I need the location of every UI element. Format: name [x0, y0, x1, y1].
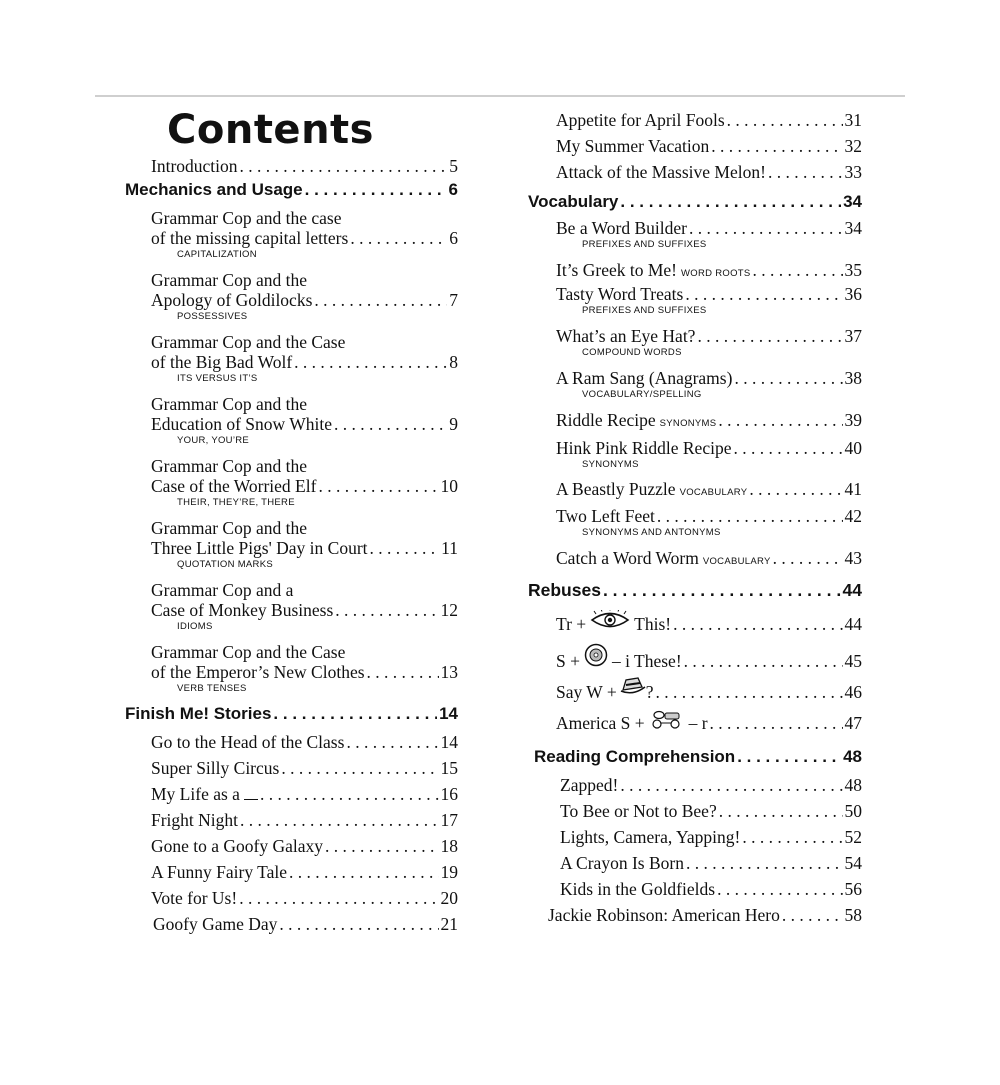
toc-entry-rebus-3[interactable]: Say W + ? . . . 46: [556, 676, 862, 709]
eye-icon: [590, 610, 630, 635]
topic-tag: QUOTATION MARKS: [177, 559, 273, 570]
topic-tag: PREFIXES AND SUFFIXES: [582, 239, 707, 250]
topic-tag: PREFIXES AND SUFFIXES: [582, 305, 707, 316]
toc-entry-my-life-as-a[interactable]: My Life as a . . . 16: [151, 784, 458, 810]
toc-entry-snow-white[interactable]: Grammar Cop and the Education of Snow White . . . 9 YOUR, YOU’RE: [125, 394, 458, 456]
topic-tag: ITS VERSUS IT’S: [177, 373, 258, 384]
toc-entry-rebus-4[interactable]: America S + – r . . . 47: [556, 709, 862, 747]
top-divider: [95, 95, 905, 97]
section-heading-finish-me-stories[interactable]: Finish Me! Stories . . . 14: [125, 704, 458, 732]
toc-entry-beastly-puzzle[interactable]: A Beastly Puzzle VOCABULARY . . . 41: [556, 479, 862, 506]
section-heading-mechanics[interactable]: Mechanics and Usage . . . 6: [125, 180, 458, 207]
page-title: Contents: [167, 107, 374, 153]
wagon-icon: [649, 709, 685, 734]
topic-tag: VOCABULARY: [702, 556, 771, 567]
toc-entry-eye-hat[interactable]: What’s an Eye Hat? . . . 37 COMPOUND WORDS: [528, 326, 862, 368]
toc-entry-head-of-class[interactable]: Go to the Head of the Class . . . 14: [151, 732, 458, 758]
toc-entry-big-bad-wolf[interactable]: Grammar Cop and the Case of the Big Bad Wolf . . . 8 ITS VERSUS IT’S: [125, 332, 458, 394]
toc-entry-ram-sang[interactable]: A Ram Sang (Anagrams) . . . 38 VOCABULARY/SPELLING: [528, 368, 862, 410]
topic-tag: SYNONYMS AND ANTONYMS: [582, 527, 721, 538]
topic-tag: VOCABULARY/SPELLING: [582, 389, 702, 400]
toc-entry-goofy-galaxy[interactable]: Gone to a Goofy Galaxy . . . 18: [151, 836, 458, 862]
toc-entry-introduction[interactable]: Introduction . . . 5: [151, 156, 458, 180]
toc-entry-hink-pink[interactable]: Hink Pink Riddle Recipe . . . 40 SYNONYMS: [528, 438, 862, 479]
toc-entry-vote-for-us[interactable]: Vote for Us! . . . 20: [151, 888, 458, 914]
toc-left-column: [125, 98, 458, 940]
toc-entry-emperors-new-clothes[interactable]: Grammar Cop and the Case of the Emperor’s New Clothes . . . 13 VERB TENSES: [125, 642, 458, 704]
disc-icon: [584, 643, 608, 672]
topic-tag: THEIR, THEY’RE, THERE: [177, 497, 295, 508]
toc-entry-jackie-robinson[interactable]: Jackie Robinson: American Hero . . . 58: [548, 905, 862, 931]
toc-entry-riddle-recipe[interactable]: Riddle Recipe SYNONYMS . . . 39: [556, 410, 862, 438]
toc-entry-massive-melon[interactable]: Attack of the Massive Melon! . . . 33: [556, 162, 862, 192]
topic-tag: WORD ROOTS: [681, 268, 751, 279]
toc-entry-rebus-1[interactable]: Tr + This! . . . 44: [556, 610, 862, 643]
toc-entry-monkey-business[interactable]: Grammar Cop and a Case of Monkey Business . . . 12 IDIOMS: [125, 580, 458, 642]
section-heading-reading-comprehension[interactable]: Reading Comprehension . . . 48: [534, 747, 862, 775]
toc-entry-goldfields[interactable]: Kids in the Goldfields . . . 56: [560, 879, 862, 905]
toc-entry-fright-night[interactable]: Fright Night . . . 17: [151, 810, 458, 836]
topic-tag: IDIOMS: [177, 621, 213, 632]
topic-tag: POSSESSIVES: [177, 311, 248, 322]
toc-entry-summer-vacation[interactable]: My Summer Vacation . . . 32: [556, 136, 862, 162]
fill-in-blank: [244, 799, 258, 800]
toc-entry-lights-camera[interactable]: Lights, Camera, Yapping! . . . 52: [560, 827, 862, 853]
topic-tag: COMPOUND WORDS: [582, 347, 682, 358]
toc-entry-tasty-word-treats[interactable]: Tasty Word Treats . . . 36 PREFIXES AND SUFFIXES: [528, 284, 862, 326]
toc-right-column: [528, 110, 862, 931]
toc-entry-capital-letters[interactable]: Grammar Cop and the case of the missing capital letters . . . 6 CAPITALIZATION: [125, 207, 458, 270]
topic-tag: VERB TENSES: [177, 683, 247, 694]
toc-entry-silly-circus[interactable]: Super Silly Circus . . . 15: [151, 758, 458, 784]
toc-entry-two-left-feet[interactable]: Two Left Feet . . . 42 SYNONYMS AND ANTONYMS: [528, 506, 862, 548]
toc-entry-funny-fairy-tale[interactable]: A Funny Fairy Tale . . . 19: [151, 862, 458, 888]
topic-tag: SYNONYMS: [582, 459, 639, 470]
hat-icon: [620, 676, 646, 703]
topic-tag: CAPITALIZATION: [177, 249, 257, 260]
toc-entry-april-fools[interactable]: Appetite for April Fools . . . 31: [556, 110, 862, 136]
toc-entry-goldilocks[interactable]: Grammar Cop and the Apology of Goldilocks . . . 7 POSSESSIVES: [125, 270, 458, 332]
toc-entry-zapped[interactable]: Zapped! . . . 48: [560, 775, 862, 801]
topic-tag: VOCABULARY: [679, 487, 748, 498]
toc-entry-to-bee[interactable]: To Bee or Not to Bee? . . . 50: [560, 801, 862, 827]
toc-entry-word-worm[interactable]: Catch a Word Worm VOCABULARY . . . 43: [556, 548, 862, 580]
toc-entry-three-little-pigs[interactable]: Grammar Cop and the Three Little Pigs' Day in Court . . . 11 QUOTATION MARKS: [125, 518, 458, 580]
section-heading-vocabulary[interactable]: Vocabulary . . . 34: [528, 192, 862, 218]
topic-tag: YOUR, YOU’RE: [177, 435, 250, 446]
topic-tag: SYNONYMS: [659, 418, 717, 429]
toc-entry-worried-elf[interactable]: Grammar Cop and the Case of the Worried Elf . . . 10 THEIR, THEY’RE, THERE: [125, 456, 458, 518]
toc-entry-word-builder[interactable]: Be a Word Builder . . . 34 PREFIXES AND SUFFIXES: [528, 218, 862, 260]
toc-entry-rebus-2[interactable]: S + – i These! . . . 45: [556, 643, 862, 676]
toc-entry-greek-to-me[interactable]: It’s Greek to Me! WORD ROOTS . . . 35: [556, 260, 862, 284]
section-heading-rebuses[interactable]: Rebuses . . . 44: [528, 580, 862, 610]
toc-entry-goofy-game-day[interactable]: Goofy Game Day . . . 21: [153, 914, 458, 940]
toc-entry-crayon[interactable]: A Crayon Is Born . . . 54: [560, 853, 862, 879]
